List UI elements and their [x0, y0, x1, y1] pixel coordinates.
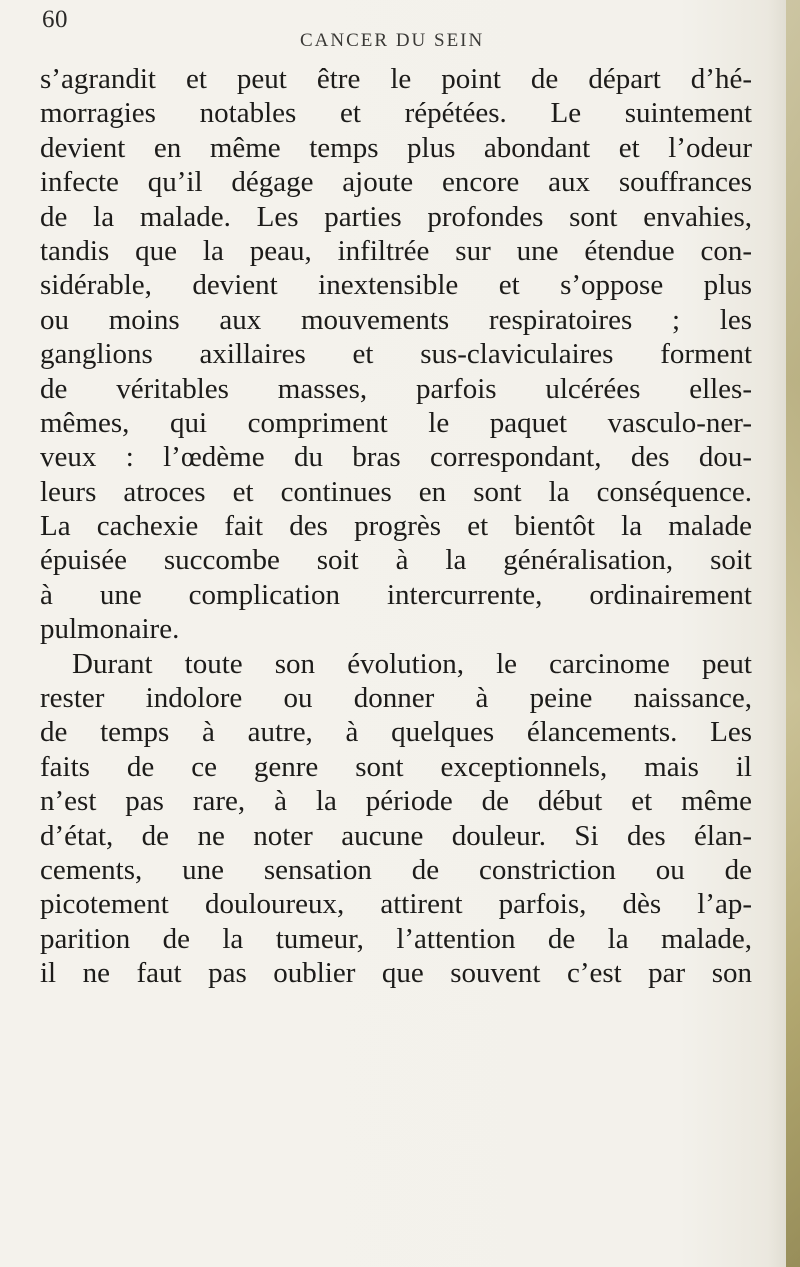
paragraph-end-line: pulmonaire. [40, 613, 180, 646]
text-line: rester indolore ou donner à peine naissance, [40, 682, 752, 715]
text-line: veux : l’œdème du bras correspondant, des dou- [40, 441, 752, 474]
text-line: de temps à autre, à quelques élancements. Les [40, 716, 752, 749]
text-line: à une complication intercurrente, ordinairement [40, 578, 752, 611]
text-line: sidérable, devient inextensible et s’oppose plus [40, 269, 752, 302]
text-line: parition de la tumeur, l’attention de la malade, [40, 922, 752, 955]
text-line: ou moins aux mouvements respiratoires ; les [40, 303, 752, 336]
text-line: cements, une sensation de constriction ou de [40, 853, 752, 886]
text-line: faits de ce genre sont exceptionnels, mais il [40, 750, 752, 783]
text-line: il ne faut pas oublier que souvent c’est par son [40, 957, 752, 990]
body-text [40, 62, 752, 991]
text-line: d’état, de ne noter aucune douleur. Si des élan- [40, 819, 752, 852]
text-line: devient en même temps plus abondant et l’odeur [40, 131, 752, 164]
page-number: 60 [42, 6, 68, 33]
text-line: La cachexie fait des progrès et bientôt la malade [40, 510, 752, 543]
text-line: mêmes, qui compriment le paquet vasculo-ner- [40, 406, 752, 439]
text-line: ganglions axillaires et sus-claviculaires forment [40, 338, 752, 371]
paragraph-start-line: Durant toute son évolution, le carcinome peut [72, 647, 752, 680]
text-line: leurs atroces et continues en sont la conséquence. [40, 475, 752, 508]
text-line: de véritables masses, parfois ulcérées elles- [40, 372, 752, 405]
text-line: n’est pas rare, à la période de début et même [40, 785, 752, 818]
text-line: picotement douloureux, attirent parfois, dès l’ap- [40, 888, 752, 921]
page-edge-shadow [786, 0, 800, 1267]
text-line: s’agrandit et peut être le point de départ d’hé- [40, 63, 752, 95]
text-line: tandis que la peau, infiltrée sur une étendue con- [40, 234, 752, 267]
text-line: morragies notables et répétées. Le suintement [40, 97, 752, 130]
text-line: infecte qu’il dégage ajoute encore aux souffrances [40, 166, 752, 199]
text-line: épuisée succombe soit à la généralisation, soit [40, 544, 752, 577]
text-line: de la malade. Les parties profondes sont envahies, [40, 200, 752, 233]
running-head: CANCER DU SEIN [300, 30, 485, 51]
